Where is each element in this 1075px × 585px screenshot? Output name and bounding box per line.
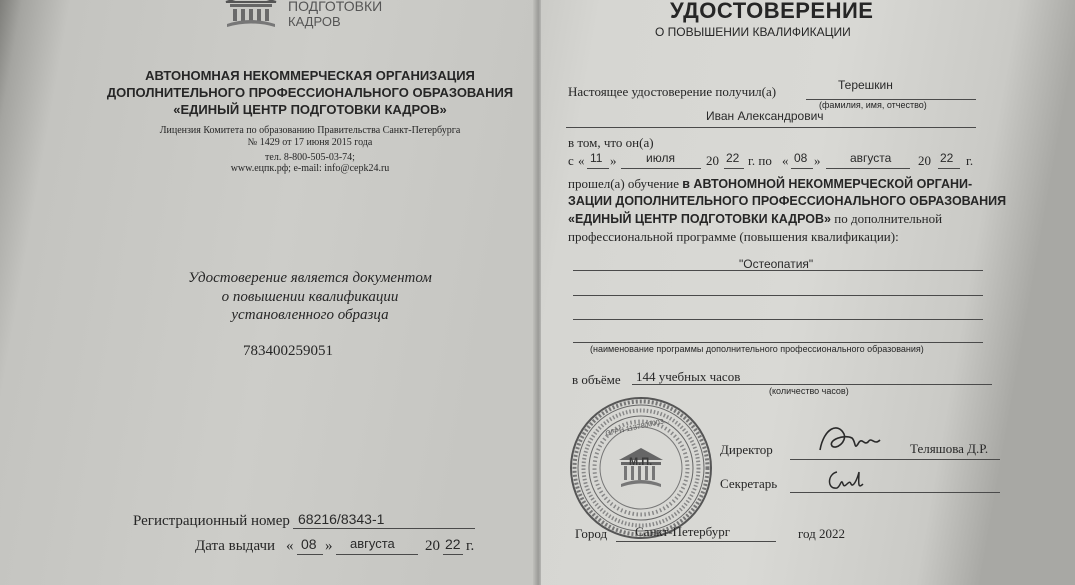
org-name-line-3: «ЕДИНЫЙ ЦЕНТР ПОДГОТОВКИ КАДРОВ» xyxy=(173,102,447,117)
director-signature-icon xyxy=(814,420,888,460)
validity-line-1: Удостоверение является документом xyxy=(188,270,432,286)
certificate-title: УДОСТОВЕРЕНИЕ xyxy=(670,0,874,23)
volume-hint: (количество часов) xyxy=(769,386,849,396)
volume-label: в объёме xyxy=(572,372,621,387)
period-to-year-prefix: 20 xyxy=(918,153,931,168)
training-line-3-plain: по дополнительной xyxy=(834,211,943,226)
period-from-day: 11 xyxy=(590,151,603,165)
received-label: Настоящее удостоверение получил(а) xyxy=(568,84,777,99)
city-value: Санкт-Петербург xyxy=(635,524,731,539)
registration-label: Регистрационный номер xyxy=(133,513,290,529)
contacts-phone: тел. 8-800-505-03-74; xyxy=(265,152,355,163)
in-that-label: в том, что он(а) xyxy=(568,135,654,150)
period-from-year-suffix: 22 xyxy=(726,151,740,165)
training-line-1-bold: в АВТОНОМНОЙ НЕКОММЕРЧЕСКОЙ ОРГАНИ- xyxy=(682,177,973,191)
logo-text-line-2: КАДРОВ xyxy=(288,14,341,29)
city-label: Город xyxy=(575,526,608,541)
org-name-line-2: ДОПОЛНИТЕЛЬНОГО ПРОФЕССИОНАЛЬНОГО ОБРАЗОВАНИЯ xyxy=(106,85,514,100)
training-line-3-bold: «ЕДИНЫЙ ЦЕНТР ПОДГОТОВКИ КАДРОВ» xyxy=(568,212,831,226)
training-line-3 xyxy=(568,211,942,227)
logo-text-line-1: ПОДГОТОВКИ xyxy=(288,0,383,14)
period-from-open-quote: « xyxy=(578,153,585,168)
license-line-2: № 1429 от 17 июня 2015 года xyxy=(247,137,373,148)
seal-ogrn-text: ОГРН 1137800003... xyxy=(604,417,671,438)
issue-date-month: августа xyxy=(350,536,395,551)
issue-date-year-suffix: 22 xyxy=(445,536,461,552)
period-from-label: с xyxy=(568,153,574,168)
secretary-signature-icon xyxy=(823,466,875,496)
issue-date-label: Дата выдачи xyxy=(195,538,276,554)
serial-number: 783400259051 xyxy=(243,343,333,359)
validity-line-3: установленного образца xyxy=(231,307,389,323)
volume-value: 144 учебных часов xyxy=(636,369,741,384)
period-to-close-quote: » xyxy=(814,153,821,168)
training-line-1-plain: прошел(а) обучение xyxy=(568,176,680,191)
registration-number: 68216/8343-1 xyxy=(298,511,385,527)
organization-logo-icon xyxy=(222,0,280,30)
issue-date-close-quote: » xyxy=(325,538,333,554)
period-from-year-prefix: 20 xyxy=(706,153,719,168)
contacts-web-email: www.ецпк.рф; e-mail: info@cepk24.ru xyxy=(230,163,390,174)
validity-line-2: о повышении квалификации xyxy=(221,289,399,305)
certificate-subtitle: О ПОВЫШЕНИИ КВАЛИФИКАЦИИ xyxy=(655,25,851,39)
period-from-month: июля xyxy=(646,151,675,165)
program-name: "Остеопатия" xyxy=(739,257,814,271)
org-name-line-1: АВТОНОМНАЯ НЕКОММЕРЧЕСКАЯ ОРГАНИЗАЦИЯ xyxy=(145,68,475,83)
fio-hint: (фамилия, имя, отчество) xyxy=(819,100,927,110)
recipient-name-patronymic: Иван Александрович xyxy=(706,109,824,123)
training-line-4: профессиональной программе (повышения квалификации): xyxy=(568,229,899,244)
period-to-year-suffix: 22 xyxy=(940,151,954,165)
period-from-close-quote: » xyxy=(610,153,617,168)
issue-date-year-unit: г. xyxy=(466,538,475,554)
certificate-right-page xyxy=(541,0,1075,585)
period-to-label: г. по xyxy=(748,153,772,168)
training-line-2: ЗАЦИИ ДОПОЛНИТЕЛЬНОГО ПРОФЕССИОНАЛЬНОГО ОБРАЗОВАНИЯ xyxy=(568,194,1007,208)
period-to-month: августа xyxy=(850,151,892,165)
license-line-1: Лицензия Комитета по образованию Правительства Санкт-Петербурга xyxy=(159,125,461,136)
period-to-day: 08 xyxy=(794,151,808,165)
secretary-label: Секретарь xyxy=(720,476,778,491)
issue-date-year-prefix: 20 xyxy=(425,538,440,554)
issue-year-text: год 2022 xyxy=(798,526,845,541)
period-to-open-quote: « xyxy=(782,153,789,168)
period-to-year-unit: г. xyxy=(966,153,974,168)
issue-date-open-quote: « xyxy=(286,538,294,554)
official-seal-icon xyxy=(567,394,715,542)
director-name: Теляшова Д.Р. xyxy=(910,441,989,456)
seal-center-text: М.П. xyxy=(629,456,653,468)
program-hint: (наименование программы дополнительного профессионального образования) xyxy=(590,344,924,354)
issue-date-day: 08 xyxy=(301,536,317,552)
director-label: Директор xyxy=(720,442,773,457)
training-line-1 xyxy=(568,176,972,192)
recipient-surname: Терешкин xyxy=(838,78,893,92)
